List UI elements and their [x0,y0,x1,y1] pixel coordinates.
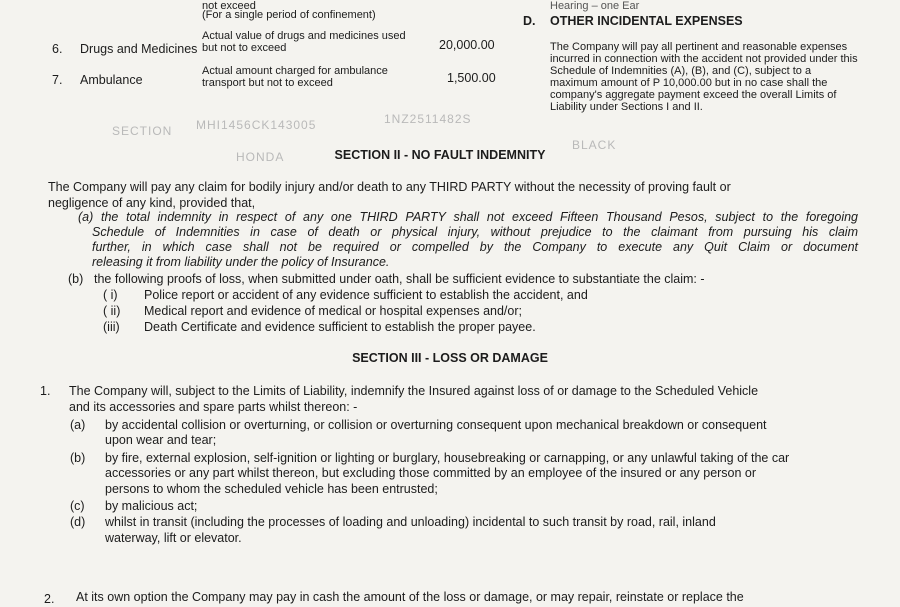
clause-a-line: further, in which case shall not be required or compelled by the Company to execute any Quit Claim or document [92,240,858,254]
paragraph-line: The Company will pay all pertinent and reasonable expenses [550,41,848,53]
item1-number: 1. [40,384,51,398]
clause-b-text: the following proofs of loss, when submitted under oath, shall be sufficient evidence to substantiate the claim: - [94,272,705,286]
row-desc-line1: Actual value of drugs and medicines used [202,30,406,42]
sub-label: (a) [70,418,86,432]
bleed-through-color: BLACK [572,138,617,152]
proof-number: ( i) [103,288,118,302]
proof-number: ( ii) [103,304,121,318]
row-desc-line1: Actual amount charged for ambulance [202,65,388,77]
row-number: 7. [52,73,63,87]
sub-line: waterway, lift or elevator. [105,531,242,545]
row-desc-line2: transport but not to exceed [202,77,333,89]
sub-line: upon wear and tear; [105,433,217,447]
cut-hearing-line: Hearing – one Ear [550,0,640,12]
clause-b-label: (b) [68,272,84,286]
other-incidental-paragraph [550,41,865,113]
paragraph-line: incurred in connection with the accident not provided under this [550,53,858,65]
paragraph-line: maximum amount of P 10,000.00 but in no case shall the [550,77,828,89]
section2-title: SECTION II - NO FAULT INDEMNITY [334,148,546,162]
bleed-through-chassis-number: MHI1456CK143005 [196,118,317,132]
item1-line2: and its accessories and spare parts whilst thereon: - [69,400,358,414]
section2-intro-line2: negligence of any kind, provided that, [48,196,256,210]
sub-label: (c) [70,499,85,513]
sub-line: whilst in transit (including the processes of loading and unloading) incidental to such transit by road, rail, inland [105,515,716,529]
item2-partial-line: At its own option the Company may pay in cash the amount of the loss or damage, or may repair, reinstate or replace the [76,590,744,604]
row-amount: 20,000.00 [439,38,495,52]
section2-intro-line1: The Company will pay any claim for bodily injury and/or death to any THIRD PARTY without the necessity of proving fault or [48,180,731,194]
row-item: Ambulance [80,73,143,87]
proof-text: Police report or accident of any evidence sufficient to establish the accident, and [144,288,588,302]
sub-line: persons to whom the scheduled vehicle has been entrusted; [105,482,438,496]
paragraph-line: Schedule of Indemnities (A), (B), and (C), subject to a [550,65,812,77]
bleed-through-make: HONDA [236,150,285,164]
item2-number: 2. [44,592,55,606]
proof-text: Death Certificate and evidence sufficient to establish the proper payee. [144,320,536,334]
other-incidental-heading: OTHER INCIDENTAL EXPENSES [550,14,743,28]
proof-number: (iii) [103,320,120,334]
sub-line: by accidental collision or overturning, or collision or overturning consequent upon mechanical breakdown or consequent [105,418,767,432]
proof-text: Medical report and evidence of medical or hospital expenses and/or; [144,304,522,318]
sub-label: (d) [70,515,86,529]
cut-row-desc-line1: not exceed [202,0,256,12]
sub-label: (b) [70,451,86,465]
bleed-through-section: SECTION [112,124,173,138]
bleed-through-engine-number: 1NZ2511482S [384,112,472,126]
item1-line1: The Company will, subject to the Limits of Liability, indemnify the Insured against loss of or damage to the Scheduled Vehicle [69,384,759,398]
clause-a-line: (a) the total indemnity in respect of any one THIRD PARTY shall not exceed Fifteen Thousand Pesos, subject to the foregoing [78,210,858,224]
row-number: 6. [52,42,63,56]
clause-a-line: releasing it from liability under the policy of Insurance. [92,255,390,269]
sub-line: accessories or any part whilst thereon, but excluding those committed by an employee of the insured or any person or [105,466,757,480]
sub-line: by fire, external explosion, self-ignition or lighting or burglary, housebreaking or carnapping, or any unlawful taking of the car [105,451,790,465]
section3-title: SECTION III - LOSS OR DAMAGE [352,351,548,365]
section2-clause-a [78,210,858,270]
cut-row-desc-line2: (For a single period of confinement) [202,9,376,21]
row-amount: 1,500.00 [447,71,496,85]
sub-line: by malicious act; [105,499,198,513]
paragraph-line: Liability under Sections I and II. [550,101,703,113]
paragraph-line: company's aggregate payment exceed the overall Limits of [550,89,837,101]
clause-a-line: Schedule of Indemnities in case of death or physical injury, without prejudice to the claimant from pursuing his claim [92,225,858,239]
row-desc-line2: but not to exceed [202,42,287,54]
section-letter-d: D. [523,14,536,28]
row-item: Drugs and Medicines [80,42,198,56]
